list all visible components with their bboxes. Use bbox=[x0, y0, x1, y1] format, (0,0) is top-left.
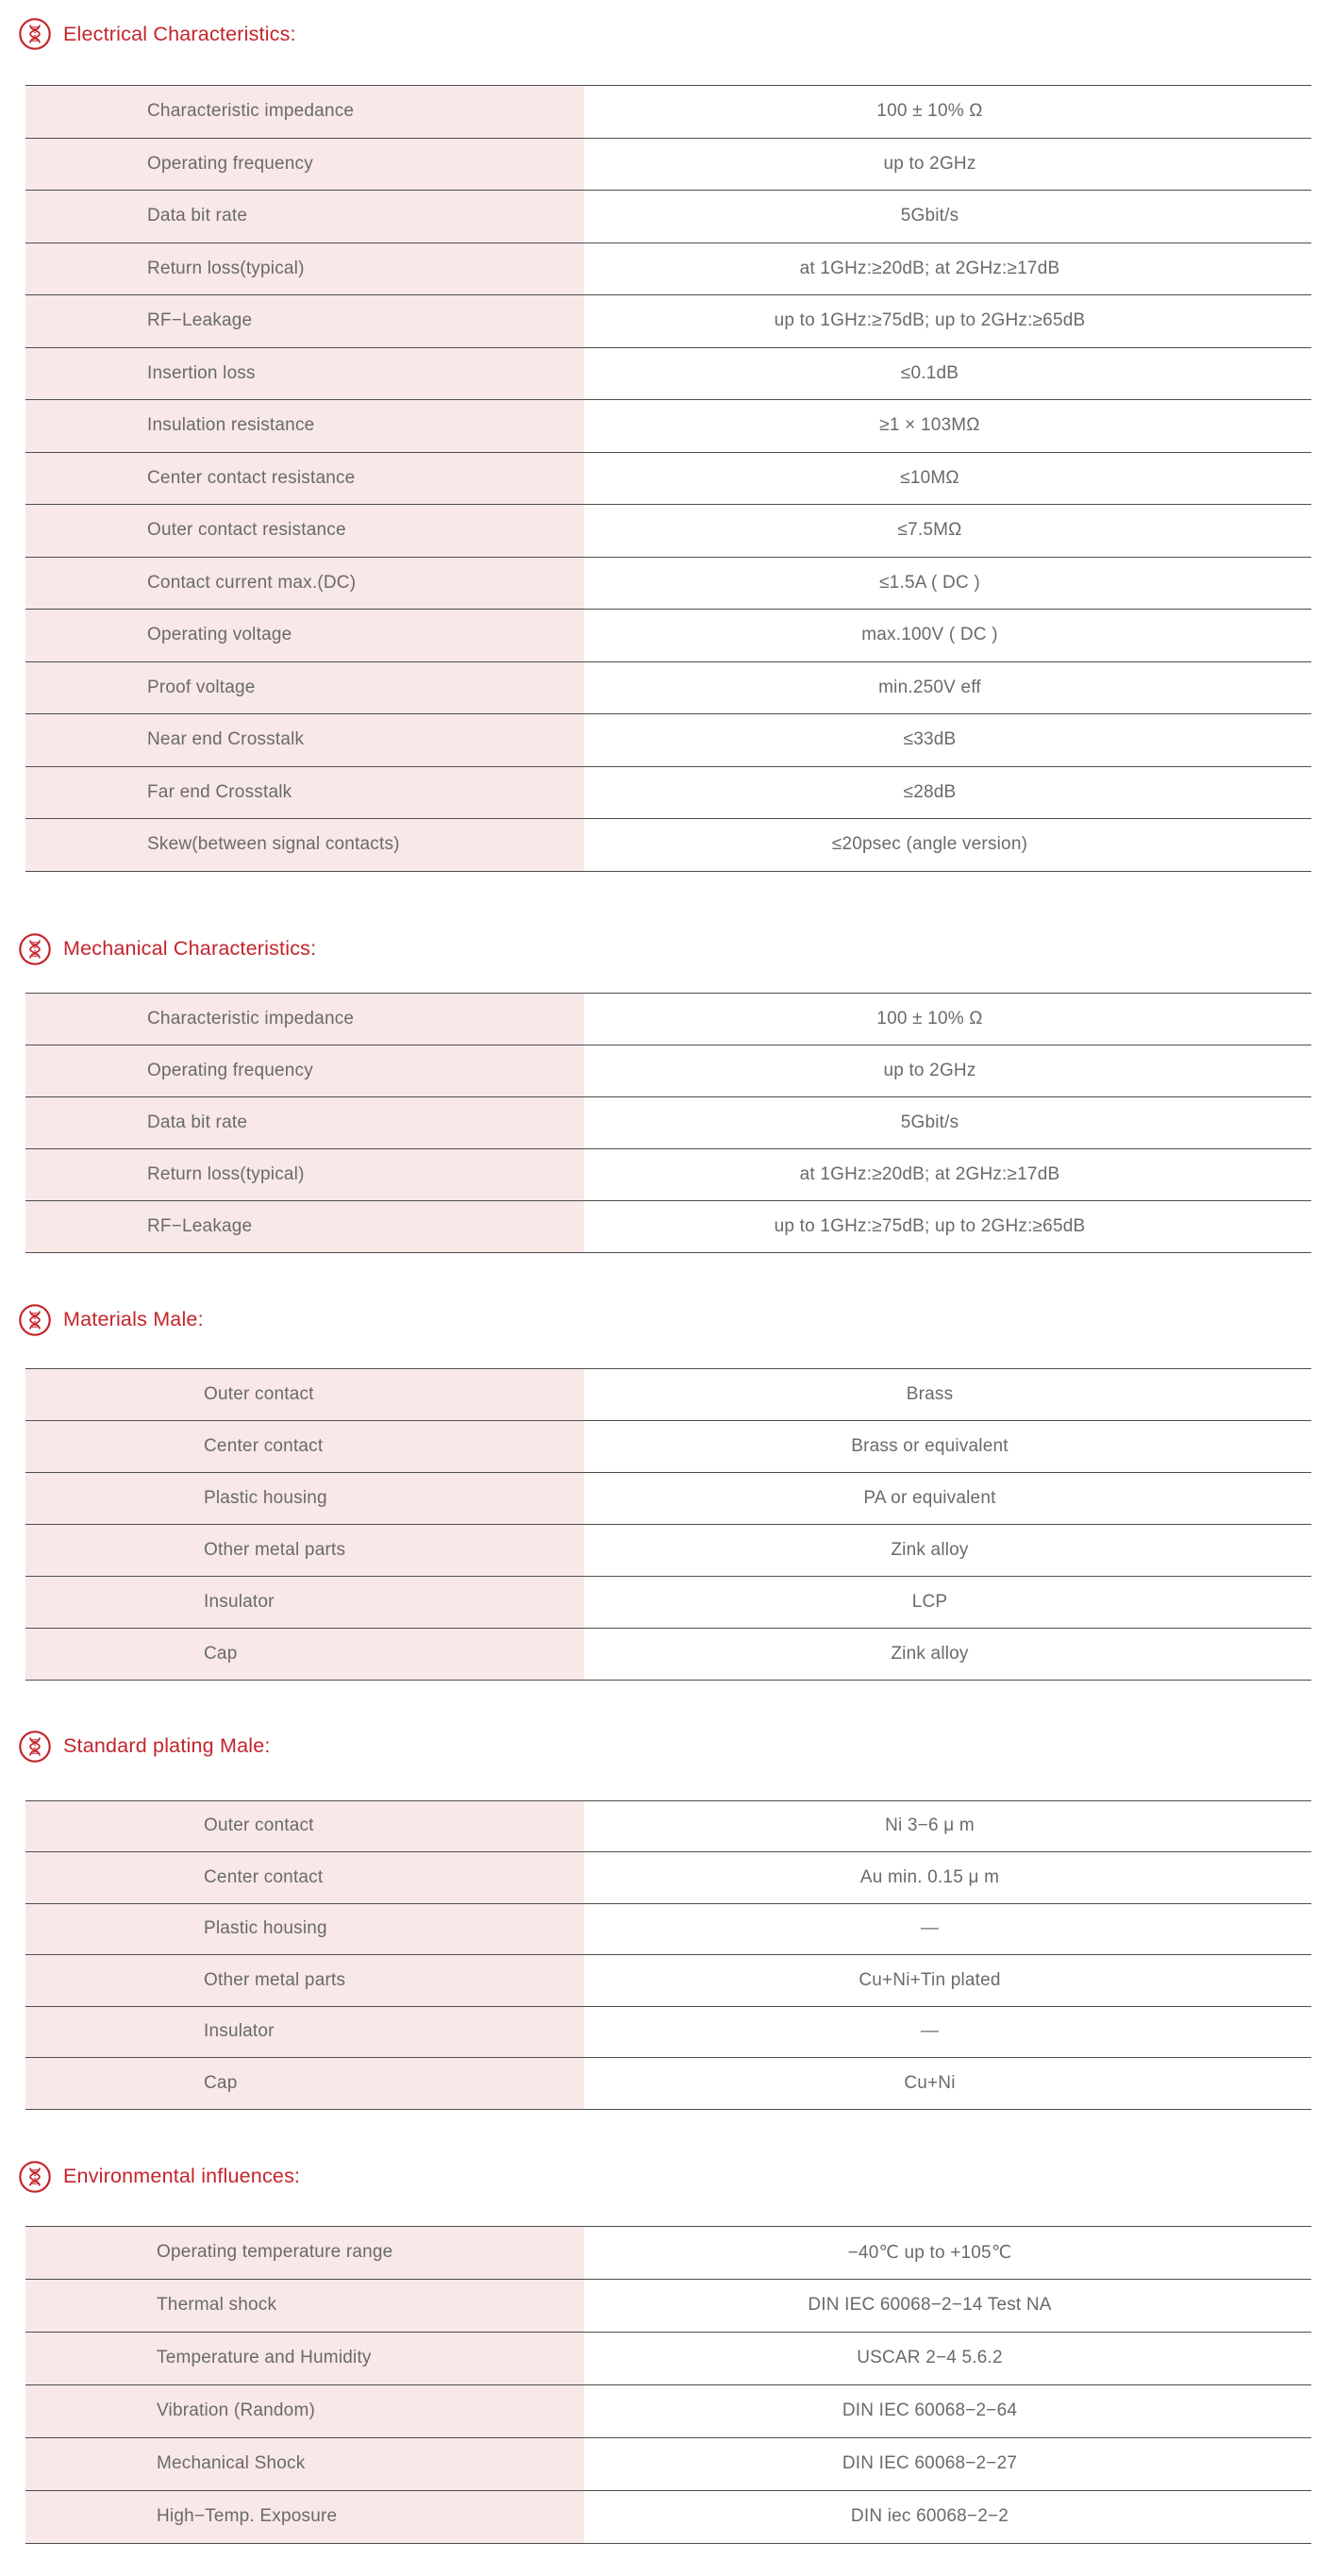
spec-table bbox=[25, 993, 1311, 1253]
table-row bbox=[25, 2058, 1311, 2110]
row-label: Thermal shock bbox=[25, 2280, 584, 2332]
row-value: at 1GHz:≥20dB; at 2GHz:≥17dB bbox=[799, 1163, 1060, 1184]
dna-helix-icon bbox=[18, 1730, 52, 1764]
spec-section bbox=[25, 1726, 1311, 2110]
dna-helix-icon bbox=[18, 932, 52, 966]
table-row bbox=[25, 243, 1311, 296]
row-value: LCP bbox=[911, 1591, 948, 1612]
spec-table bbox=[25, 1800, 1311, 2110]
row-label: Center contact bbox=[25, 1421, 584, 1472]
spec-section bbox=[25, 928, 1311, 1253]
table-row bbox=[25, 1473, 1311, 1525]
row-label: Operating frequency bbox=[25, 1045, 584, 1096]
spec-table bbox=[25, 1368, 1311, 1681]
table-row bbox=[25, 348, 1311, 401]
table-row bbox=[25, 1045, 1311, 1097]
table-row bbox=[25, 1097, 1311, 1149]
row-value: Ni 3−6 μ m bbox=[885, 1815, 975, 1836]
row-label: Other metal parts bbox=[25, 1955, 584, 2006]
table-row bbox=[25, 1421, 1311, 1473]
section-title: Mechanical Characteristics: bbox=[63, 937, 317, 960]
table-row bbox=[25, 2280, 1311, 2333]
table-row bbox=[25, 1852, 1311, 1904]
table-row bbox=[25, 1904, 1311, 1956]
spec-section bbox=[25, 13, 1311, 872]
dna-helix-icon bbox=[18, 1303, 52, 1337]
section-title: Electrical Characteristics: bbox=[63, 22, 296, 45]
table-row bbox=[25, 1629, 1311, 1681]
section-header bbox=[18, 13, 1311, 55]
section-title: Materials Male: bbox=[63, 1308, 204, 1330]
row-value: −40℃ up to +105℃ bbox=[847, 2242, 1012, 2263]
row-value: DIN iec 60068−2−2 bbox=[850, 2506, 1009, 2526]
spec-table bbox=[25, 85, 1311, 872]
row-label: Mechanical Shock bbox=[25, 2438, 584, 2490]
row-label: Outer contact bbox=[25, 1801, 584, 1852]
row-value: Cu+Ni bbox=[904, 2072, 956, 2093]
spec-table bbox=[25, 2226, 1311, 2544]
table-row bbox=[25, 400, 1311, 453]
table-row bbox=[25, 295, 1311, 348]
table-row bbox=[25, 1955, 1311, 2007]
row-label: Contact current max.(DC) bbox=[25, 558, 584, 610]
table-row bbox=[25, 1201, 1311, 1253]
row-value: up to 1GHz:≥75dB; up to 2GHz:≥65dB bbox=[774, 310, 1086, 331]
row-label: Center contact bbox=[25, 1852, 584, 1903]
row-value: Zink alloy bbox=[891, 1643, 969, 1664]
row-value: PA or equivalent bbox=[863, 1487, 996, 1508]
row-label: RF−Leakage bbox=[25, 295, 584, 347]
row-label: High−Temp. Exposure bbox=[25, 2491, 584, 2543]
row-label: Center contact resistance bbox=[25, 453, 584, 505]
spec-section bbox=[25, 1299, 1311, 1681]
row-label: Characteristic impedance bbox=[25, 994, 584, 1045]
row-value: — bbox=[920, 2021, 940, 2042]
row-value: 100 ± 10% Ω bbox=[876, 101, 983, 122]
row-value: up to 2GHz bbox=[883, 153, 976, 174]
section-title: Environmental influences: bbox=[63, 2165, 301, 2187]
row-label: Data bit rate bbox=[25, 1097, 584, 1148]
row-value: — bbox=[920, 1918, 940, 1939]
row-label: Insertion loss bbox=[25, 348, 584, 400]
row-label: Operating frequency bbox=[25, 139, 584, 191]
row-value: max.100V ( DC ) bbox=[861, 625, 998, 645]
table-row bbox=[25, 2227, 1311, 2280]
table-row bbox=[25, 139, 1311, 192]
row-value: ≤20psec (angle version) bbox=[831, 834, 1028, 855]
spec-section bbox=[25, 2156, 1311, 2544]
table-row bbox=[25, 2007, 1311, 2059]
row-value: Brass bbox=[906, 1383, 954, 1404]
table-row bbox=[25, 558, 1311, 611]
row-label: Insulator bbox=[25, 2007, 584, 2058]
row-label: Cap bbox=[25, 2058, 584, 2109]
row-label: Outer contact bbox=[25, 1369, 584, 1420]
row-value: ≤7.5MΩ bbox=[897, 520, 962, 541]
row-value: Au min. 0.15 μ m bbox=[859, 1866, 1000, 1887]
row-value: DIN IEC 60068−2−14 Test NA bbox=[808, 2295, 1052, 2315]
row-value: 5Gbit/s bbox=[900, 1112, 959, 1132]
row-value: min.250V eff bbox=[878, 677, 981, 697]
row-label: Vibration (Random) bbox=[25, 2385, 584, 2437]
row-value: Zink alloy bbox=[891, 1539, 969, 1560]
row-label: Plastic housing bbox=[25, 1904, 584, 1955]
row-label: Outer contact resistance bbox=[25, 505, 584, 557]
row-label: Other metal parts bbox=[25, 1525, 584, 1576]
row-label: Operating temperature range bbox=[25, 2227, 584, 2279]
row-value: up to 2GHz bbox=[883, 1060, 976, 1080]
row-value: 5Gbit/s bbox=[900, 206, 959, 226]
row-value: USCAR 2−4 5.6.2 bbox=[857, 2348, 1003, 2367]
row-value: at 1GHz:≥20dB; at 2GHz:≥17dB bbox=[799, 258, 1060, 278]
row-value: Cu+Ni+Tin plated bbox=[859, 1969, 1001, 1990]
row-label: Near end Crosstalk bbox=[25, 714, 584, 766]
datasheet-page bbox=[0, 13, 1311, 2544]
row-value: Brass or equivalent bbox=[851, 1435, 1009, 1456]
row-label: Characteristic impedance bbox=[25, 86, 584, 138]
table-row bbox=[25, 505, 1311, 558]
table-row bbox=[25, 191, 1311, 243]
table-row bbox=[25, 453, 1311, 506]
row-value: ≤33dB bbox=[903, 729, 957, 750]
row-label: Cap bbox=[25, 1629, 584, 1680]
section-header bbox=[18, 1299, 1311, 1341]
table-row bbox=[25, 2491, 1311, 2544]
row-value: DIN IEC 60068−2−64 bbox=[842, 2400, 1018, 2420]
dna-helix-icon bbox=[18, 17, 52, 51]
row-label: Data bit rate bbox=[25, 191, 584, 243]
table-row bbox=[25, 2333, 1311, 2385]
section-header bbox=[18, 928, 1311, 970]
row-label: RF−Leakage bbox=[25, 1201, 584, 1252]
table-row bbox=[25, 2385, 1311, 2438]
section-header bbox=[18, 1726, 1311, 1767]
dna-helix-icon bbox=[18, 2160, 52, 2194]
table-row bbox=[25, 994, 1311, 1045]
table-row bbox=[25, 1801, 1311, 1853]
table-row bbox=[25, 1369, 1311, 1421]
row-label: Insulator bbox=[25, 1577, 584, 1628]
row-value: up to 1GHz:≥75dB; up to 2GHz:≥65dB bbox=[774, 1215, 1086, 1236]
table-row bbox=[25, 662, 1311, 715]
row-label: Skew(between signal contacts) bbox=[25, 819, 584, 871]
table-row bbox=[25, 610, 1311, 662]
row-label: Insulation resistance bbox=[25, 400, 584, 452]
row-value: ≥1 × 103MΩ bbox=[879, 415, 980, 436]
row-label: Proof voltage bbox=[25, 662, 584, 714]
row-value: ≤10MΩ bbox=[900, 467, 959, 488]
table-row bbox=[25, 86, 1311, 139]
row-value: ≤0.1dB bbox=[900, 362, 959, 383]
row-value: 100 ± 10% Ω bbox=[876, 1008, 983, 1029]
section-header bbox=[18, 2156, 1311, 2198]
row-value: DIN IEC 60068−2−27 bbox=[842, 2453, 1018, 2473]
row-label: Temperature and Humidity bbox=[25, 2333, 584, 2384]
table-row bbox=[25, 819, 1311, 872]
section-title: Standard plating Male: bbox=[63, 1734, 271, 1757]
row-label: Far end Crosstalk bbox=[25, 767, 584, 819]
row-label: Return loss(typical) bbox=[25, 1149, 584, 1200]
table-row bbox=[25, 1525, 1311, 1577]
table-row bbox=[25, 1149, 1311, 1201]
row-value: ≤28dB bbox=[903, 781, 957, 802]
row-label: Operating voltage bbox=[25, 610, 584, 661]
row-label: Return loss(typical) bbox=[25, 243, 584, 295]
table-row bbox=[25, 714, 1311, 767]
table-row bbox=[25, 2438, 1311, 2491]
row-value: ≤1.5A ( DC ) bbox=[879, 572, 980, 593]
table-row bbox=[25, 767, 1311, 820]
row-label: Plastic housing bbox=[25, 1473, 584, 1524]
table-row bbox=[25, 1577, 1311, 1629]
